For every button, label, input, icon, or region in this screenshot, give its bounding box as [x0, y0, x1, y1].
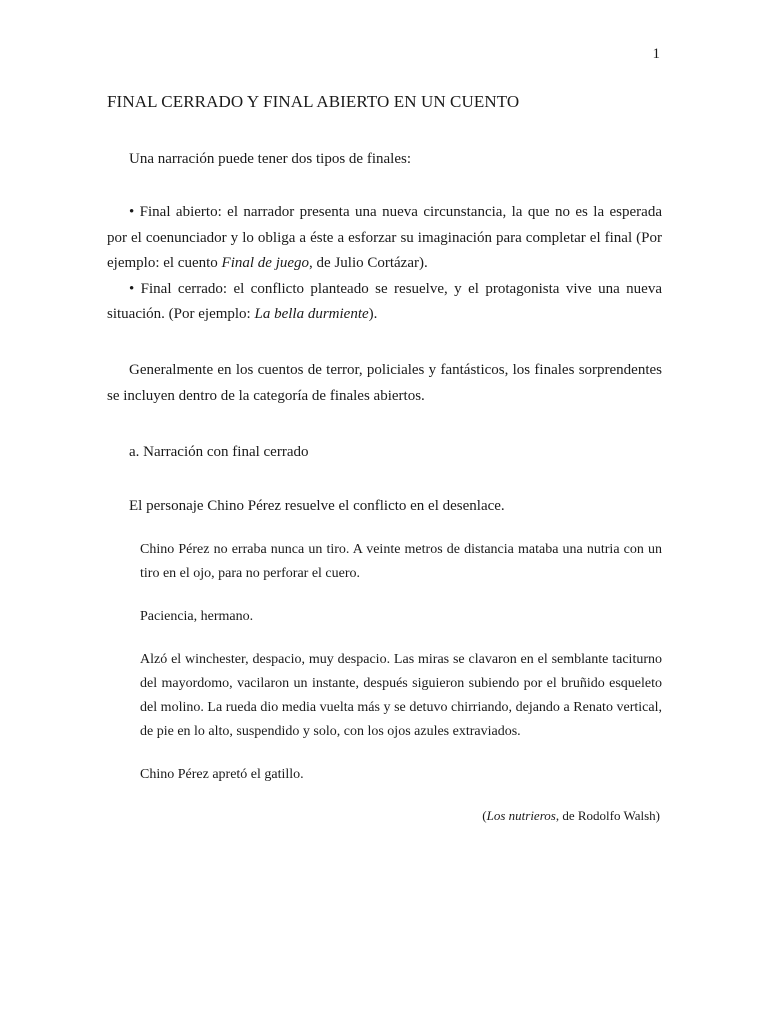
excerpt-paragraph: Chino Pérez apretó el gatillo.	[140, 767, 304, 782]
section-heading: a. Narración con final cerrado	[129, 444, 309, 460]
citation-author: , de Rodolfo Walsh)	[555, 808, 660, 823]
intro-paragraph: Una narración puede tener dos tipos de finales:	[129, 151, 411, 167]
excerpt-paragraph: Chino Pérez no erraba nunca un tiro. A veinte metros de distancia mataba una nutria con un tiro en el ojo, para no perforar el cuero.	[140, 542, 662, 581]
citation-open: (	[482, 808, 487, 823]
work-title: Final de juego	[221, 255, 310, 271]
work-title: La bella durmiente	[254, 306, 369, 322]
excerpt-citation	[482, 808, 660, 824]
page-title: FINAL CERRADO Y FINAL ABIERTO EN UN CUENTO	[107, 92, 520, 111]
section-intro: El personaje Chino Pérez resuelve el conflicto en el desenlace.	[129, 498, 505, 514]
list-item	[107, 200, 662, 277]
citation-work: Los nutrieros	[486, 808, 556, 823]
bullet-text: ).	[368, 306, 378, 322]
excerpt-paragraph: Paciencia, hermano.	[140, 609, 254, 624]
bullet-text: , de Julio Cortázar).	[309, 255, 428, 271]
excerpt-paragraph: Alzó el winchester, despacio, muy despacio. Las miras se clavaron en el semblante taciturno del mayordomo, vacilaron un instante, después siguieron subiendo por el bruñido esqueleto del molino. La rueda dio media vuelta más y se detuvo chirriando, dejando a Renato vertical, de pie en lo alto, suspendido y solo, con los ojos azules extraviados.	[140, 652, 662, 739]
general-paragraph: Generalmente en los cuentos de terror, policiales y fantásticos, los finales sorprendentes se incluyen dentro de la categoría de finales abiertos.	[107, 362, 662, 404]
story-excerpt	[140, 538, 662, 806]
bullet-text: • Final cerrado: el conflicto planteado se resuelve, y el protagonista vive una nueva situación. (Por ejemplo:	[107, 280, 662, 322]
bullet-text: • Final abierto: el narrador presenta una nueva circunstancia, la que no es la esperada por el coenunciador y lo obliga a éste a esforzar su imaginación para completar el final (Por ejemplo: el cuento	[107, 204, 662, 271]
list-item	[107, 277, 662, 328]
finales-list	[107, 200, 662, 328]
page-number: 1	[652, 46, 660, 62]
